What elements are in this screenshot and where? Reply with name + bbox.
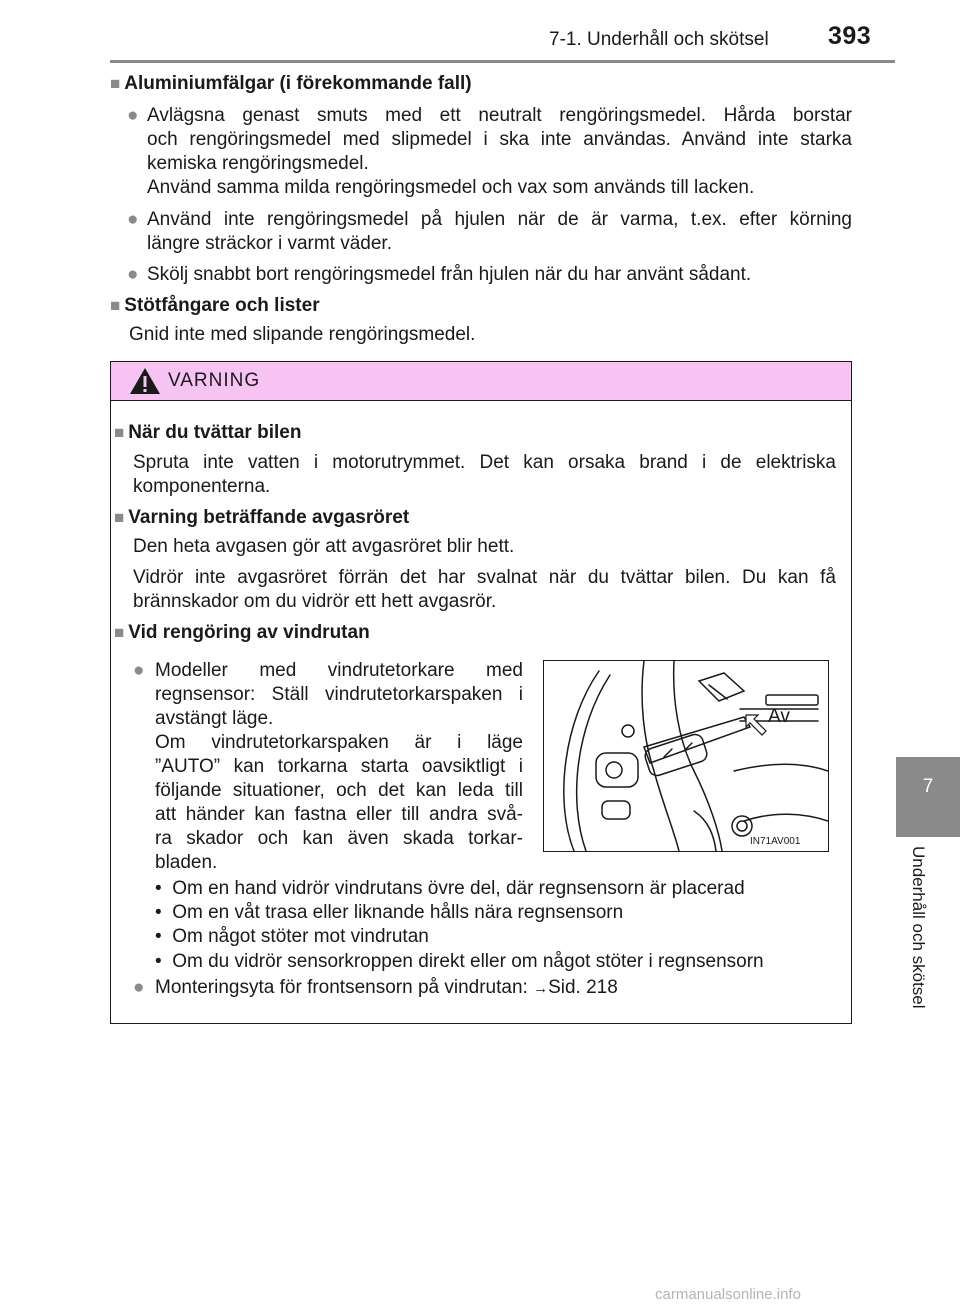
square-bullet-icon: ■	[110, 296, 121, 315]
paragraph-line: Använd samma milda rengöringsmedel och vax som används till lacken.	[147, 177, 755, 198]
paragraph-line: Avlägsna genast smuts med ett neutralt rengöringsmedel. Hårda borstar	[147, 105, 852, 126]
paragraph-line: Om vindrutetorkarspaken är i läge	[155, 732, 523, 753]
paragraph-line: avstängt läge.	[155, 708, 274, 729]
heading-exhaust: ■ Varning beträffande avgasröret	[114, 507, 410, 528]
list-item: • Om något stöter mot vindrutan	[155, 926, 429, 947]
figure-code: IN71AV001	[750, 836, 801, 847]
steering-wheel-drawing	[544, 661, 828, 851]
section-title: 7-1. Underhåll och skötsel	[549, 29, 769, 50]
paragraph-line: brännskador om du vidrör ett hett avgasrör.	[133, 591, 497, 612]
paragraph-line: Modeller med vindrutetorkare med	[155, 660, 523, 681]
square-bullet-icon: ■	[114, 623, 125, 642]
warning-title: VARNING	[168, 370, 261, 391]
watermark-text: carmanualsonline.info	[655, 1286, 801, 1303]
paragraph-line: Monteringsyta för frontsensorn på vindrutan: →Sid. 218	[155, 977, 618, 998]
wiper-lever-illustration	[543, 660, 829, 852]
heading-washing-car: ■ När du tvättar bilen	[114, 422, 302, 443]
arrow-right-icon: →	[533, 980, 549, 997]
bullet-dot-icon: ●	[127, 105, 139, 126]
list-item: • Om en våt trasa eller liknande hålls nära regnsensorn	[155, 902, 624, 923]
chapter-number: 7	[922, 776, 934, 797]
list-item: • Om en hand vidrör vindrutans övre del, där regnsensorn är placerad	[155, 878, 745, 899]
paragraph-line: följande situationer, och det kan leda till	[155, 780, 523, 801]
square-bullet-icon: ■	[114, 423, 125, 442]
paragraph-line: Gnid inte med slipande rengöringsmedel.	[129, 324, 476, 345]
paragraph-line: Den heta avgasen gör att avgasröret blir hett.	[133, 536, 515, 557]
figure-label-off: Av	[768, 706, 790, 727]
paragraph-line: Skölj snabbt bort rengöringsmedel från hjulen när du har använt sådant.	[147, 264, 752, 285]
bullet-dot-icon: ●	[127, 264, 139, 285]
paragraph-line: kemiska rengöringsmedel.	[147, 153, 369, 174]
header-divider	[110, 60, 895, 63]
paragraph-line: Spruta inte vatten i motorutrymmet. Det kan orsaka brand i de elektriska	[133, 452, 836, 473]
bullet-dot-icon: ●	[133, 977, 145, 998]
heading-windshield: ■ Vid rengöring av vindrutan	[114, 622, 370, 643]
page-number: 393	[828, 22, 872, 50]
chapter-label: Underhåll och skötsel	[909, 846, 928, 1009]
square-bullet-icon: ■	[110, 74, 121, 93]
bullet-dot-icon: ●	[127, 209, 139, 230]
paragraph-line: regnsensor: Ställ vindrutetorkarspaken i	[155, 684, 523, 705]
warning-triangle-icon	[128, 366, 162, 396]
paragraph-line: ra skador och kan även skada torkar-	[155, 828, 523, 849]
heading-wheels: ■ Aluminiumfälgar (i förekommande fall)	[110, 73, 472, 94]
paragraph-line: längre sträckor i varmt väder.	[147, 233, 392, 254]
heading-bumpers: ■ Stötfångare och lister	[110, 295, 320, 316]
paragraph-line: Använd inte rengöringsmedel på hjulen när de är varma, t.ex. efter körning	[147, 209, 852, 230]
bullet-dot-icon: ●	[133, 660, 145, 681]
paragraph-line: att händer kan fastna eller till andra svå-	[155, 804, 523, 825]
paragraph-line: och rengöringsmedel med slipmedel i ska inte användas. Använd inte starka	[147, 129, 852, 150]
page-reference-link[interactable]: Sid. 218	[548, 977, 618, 998]
paragraph-line: ”AUTO” kan torkarna starta oavsiktligt i	[155, 756, 523, 777]
square-bullet-icon: ■	[114, 508, 125, 527]
paragraph-line: bladen.	[155, 852, 218, 873]
paragraph-line: Vidrör inte avgasröret förrän det har svalnat när du tvättar bilen. Du kan få	[133, 567, 836, 588]
list-item: • Om du vidrör sensorkroppen direkt eller om något stöter i regnsensorn	[155, 951, 764, 972]
paragraph-line: komponenterna.	[133, 476, 271, 497]
